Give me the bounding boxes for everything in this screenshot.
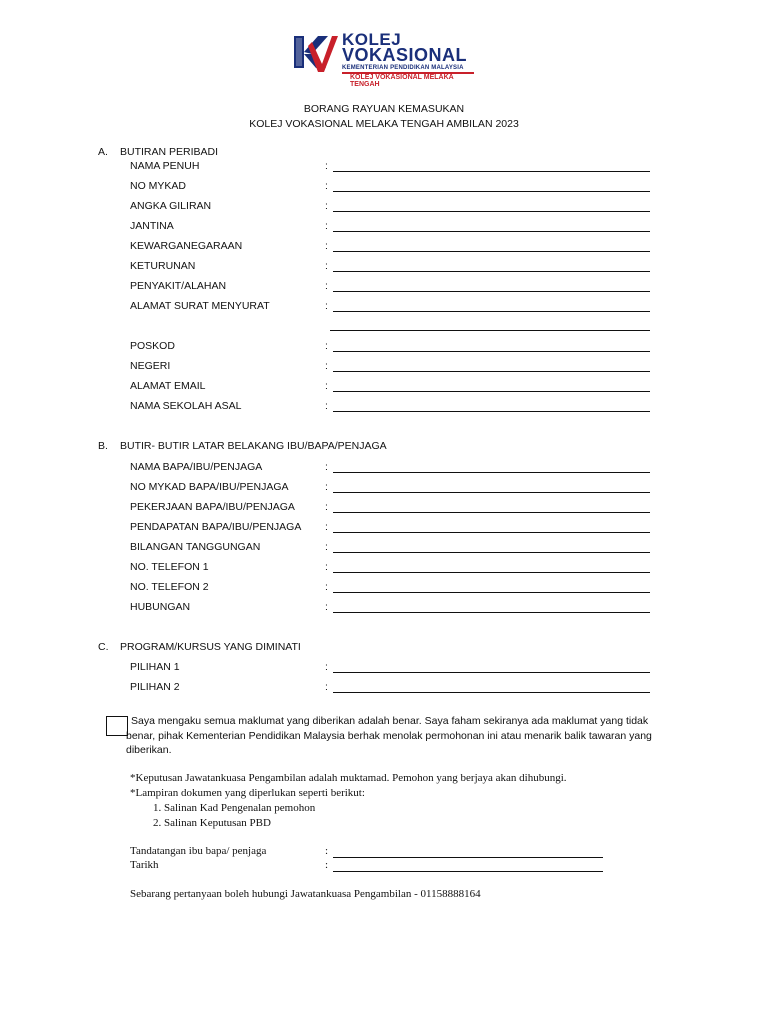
colon: :	[325, 521, 328, 533]
colon: :	[325, 360, 328, 372]
declaration-checkbox[interactable]	[106, 716, 128, 736]
field-label: PILIHAN 2	[130, 681, 180, 693]
note-keputusan: *Keputusan Jawatankuasa Pengambilan adalah muktamad. Pemohon yang berjaya akan dihubungi.	[130, 772, 567, 784]
logo-line4: KOLEJ VOKASIONAL MELAKA TENGAH	[350, 74, 454, 88]
lampiran-item-2: 2. Salinan Keputusan PBD	[153, 817, 271, 829]
section-b-title: BUTIR- BUTIR LATAR BELAKANG IBU/BAPA/PENJAGA	[120, 440, 387, 452]
colon: :	[325, 340, 328, 352]
field-input-pilihan1[interactable]	[333, 672, 650, 673]
field-input-telefon1[interactable]	[333, 572, 650, 573]
colon: :	[325, 220, 328, 232]
section-a-title: BUTIRAN PERIBADI	[120, 146, 219, 158]
colon: :	[325, 180, 328, 192]
signature-label: Tandatangan ibu bapa/ penjaga	[130, 845, 267, 857]
field-label: ALAMAT EMAIL	[130, 380, 206, 392]
date-label: Tarikh	[130, 859, 159, 871]
field-label: NO MYKAD	[130, 180, 187, 192]
field-input-nama-penuh[interactable]	[333, 171, 650, 172]
field-label: PILIHAN 1	[130, 661, 180, 673]
declaration-line3: diberikan.	[126, 744, 172, 756]
field-input-keturunan[interactable]	[333, 271, 650, 272]
section-a-letter: A.	[98, 146, 108, 158]
declaration-line1: Saya mengaku semua maklumat yang diberikan adalah benar. Saya faham sekiranya ada maklumat yang tidak	[131, 715, 649, 727]
field-input-no-mykad[interactable]	[333, 191, 650, 192]
colon: :	[325, 501, 328, 513]
field-input-alamat-email[interactable]	[333, 391, 650, 392]
date-input[interactable]	[333, 871, 603, 872]
field-label: NO. TELEFON 2	[130, 581, 209, 593]
colon: :	[325, 260, 328, 272]
colon: :	[325, 681, 328, 693]
field-input-mykad-bapa[interactable]	[333, 492, 650, 493]
colon: :	[325, 541, 328, 553]
field-input-pekerjaan[interactable]	[333, 512, 650, 513]
logo-line3: KEMENTERIAN PENDIDIKAN MALAYSIA	[342, 65, 464, 71]
field-label: NEGERI	[130, 360, 171, 372]
field-input-negeri[interactable]	[333, 371, 650, 372]
field-input-jantina[interactable]	[333, 231, 650, 232]
field-label: PENDAPATAN BAPA/IBU/PENJAGA	[130, 521, 302, 533]
colon: :	[325, 661, 328, 673]
section-c-letter: C.	[98, 641, 109, 653]
college-logo	[292, 30, 482, 86]
colon: :	[325, 845, 329, 857]
signature-input[interactable]	[333, 857, 603, 858]
field-input-tanggungan[interactable]	[333, 552, 650, 553]
field-label: ALAMAT SURAT MENYURAT	[130, 300, 270, 312]
field-label: POSKOD	[130, 340, 175, 352]
field-input-poskod[interactable]	[333, 351, 650, 352]
colon: :	[325, 300, 328, 312]
field-label: ANGKA GILIRAN	[130, 200, 212, 212]
colon: :	[325, 859, 329, 871]
field-input-pilihan2[interactable]	[333, 692, 650, 693]
field-label: HUBUNGAN	[130, 601, 191, 613]
field-label: BILANGAN TANGGUNGAN	[130, 541, 261, 553]
colon: :	[325, 561, 328, 573]
declaration-line2: benar, pihak Kementerian Pendidikan Malaysia berhak menolak permohonan ini atau menarik balik tawaran yang	[126, 730, 652, 742]
section-b-letter: B.	[98, 440, 108, 452]
colon: :	[325, 280, 328, 292]
colon: :	[325, 400, 328, 412]
field-input-angka-giliran[interactable]	[333, 211, 650, 212]
field-label: NO MYKAD BAPA/IBU/PENJAGA	[130, 481, 289, 493]
colon: :	[325, 240, 328, 252]
colon: :	[325, 380, 328, 392]
note-lampiran: *Lampiran dokumen yang diperlukan seperti berikut:	[130, 787, 365, 799]
field-input-pendapatan[interactable]	[333, 532, 650, 533]
section-c-title: PROGRAM/KURSUS YANG DIMINATI	[120, 641, 301, 653]
colon: :	[325, 160, 328, 172]
field-label: NAMA PENUH	[130, 160, 200, 172]
field-input-hubungan[interactable]	[333, 612, 650, 613]
logo-line1: KOLEJ	[342, 30, 402, 49]
field-label: KEWARGANEGARAAN	[130, 240, 243, 252]
field-label: PEKERJAAN BAPA/IBU/PENJAGA	[130, 501, 295, 513]
form-title: BORANG RAYUAN KEMASUKAN	[303, 103, 465, 115]
colon: :	[325, 200, 328, 212]
field-input-telefon2[interactable]	[333, 592, 650, 593]
field-input-kewarganegaraan[interactable]	[333, 251, 650, 252]
field-input-alamat-line2[interactable]	[330, 330, 650, 331]
colon: :	[325, 601, 328, 613]
field-label: NAMA BAPA/IBU/PENJAGA	[130, 461, 263, 473]
field-input-nama-sekolah[interactable]	[333, 411, 650, 412]
colon: :	[325, 481, 328, 493]
field-label: PENYAKIT/ALAHAN	[130, 280, 227, 292]
logo-line2: VOKASIONAL	[342, 45, 468, 65]
field-label: NAMA SEKOLAH ASAL	[130, 400, 242, 412]
field-input-nama-bapa[interactable]	[333, 472, 650, 473]
field-label: KETURUNAN	[130, 260, 196, 272]
field-label: NO. TELEFON 1	[130, 561, 209, 573]
field-input-penyakit-alahan[interactable]	[333, 291, 650, 292]
colon: :	[325, 461, 328, 473]
lampiran-item-1: 1. Salinan Kad Pengenalan pemohon	[153, 802, 316, 814]
colon: :	[325, 581, 328, 593]
field-label: JANTINA	[130, 220, 174, 232]
contact-info: Sebarang pertanyaan boleh hubungi Jawatankuasa Pengambilan - 01158888164	[130, 888, 481, 900]
form-subtitle: KOLEJ VOKASIONAL MELAKA TENGAH AMBILAN 2023	[249, 118, 519, 130]
field-input-alamat-line1[interactable]	[333, 311, 650, 312]
kv-logo-icon	[292, 34, 340, 72]
